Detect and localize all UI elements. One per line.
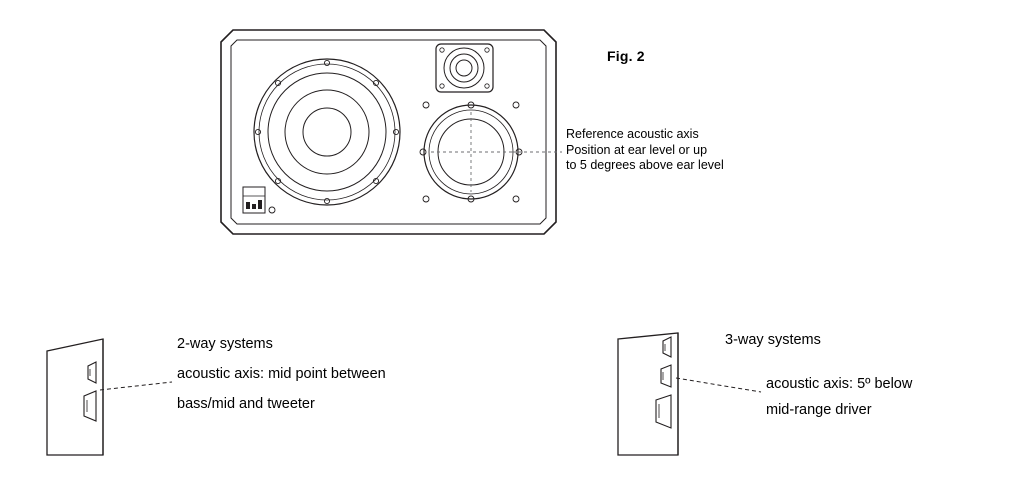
three-way-title: 3-way systems xyxy=(725,332,821,348)
figure-label: Fig. 2 xyxy=(607,48,645,64)
three-way-line-2: acoustic axis: 5º below xyxy=(766,376,913,392)
speaker-side-profile-3way-icon xyxy=(618,333,761,455)
two-way-annotation xyxy=(177,329,386,419)
three-way-line-3: mid-range driver xyxy=(766,402,872,418)
two-way-line-3: bass/mid and tweeter xyxy=(177,396,315,412)
reference-acoustic-axis-callout xyxy=(566,127,724,174)
two-way-title: 2-way systems xyxy=(177,336,273,352)
three-way-annotation xyxy=(766,371,912,423)
loudspeaker-front-panel-icon xyxy=(221,30,562,234)
dashed-axis-line-icon xyxy=(431,112,562,192)
two-way-line-2: acoustic axis: mid point between xyxy=(177,366,386,382)
callout-line-3: to 5 degrees above ear level xyxy=(566,158,724,172)
callout-line-1: Reference acoustic axis xyxy=(566,127,699,141)
callout-line-2: Position at ear level or up xyxy=(566,142,708,157)
speaker-side-profile-2way-icon xyxy=(47,339,172,455)
